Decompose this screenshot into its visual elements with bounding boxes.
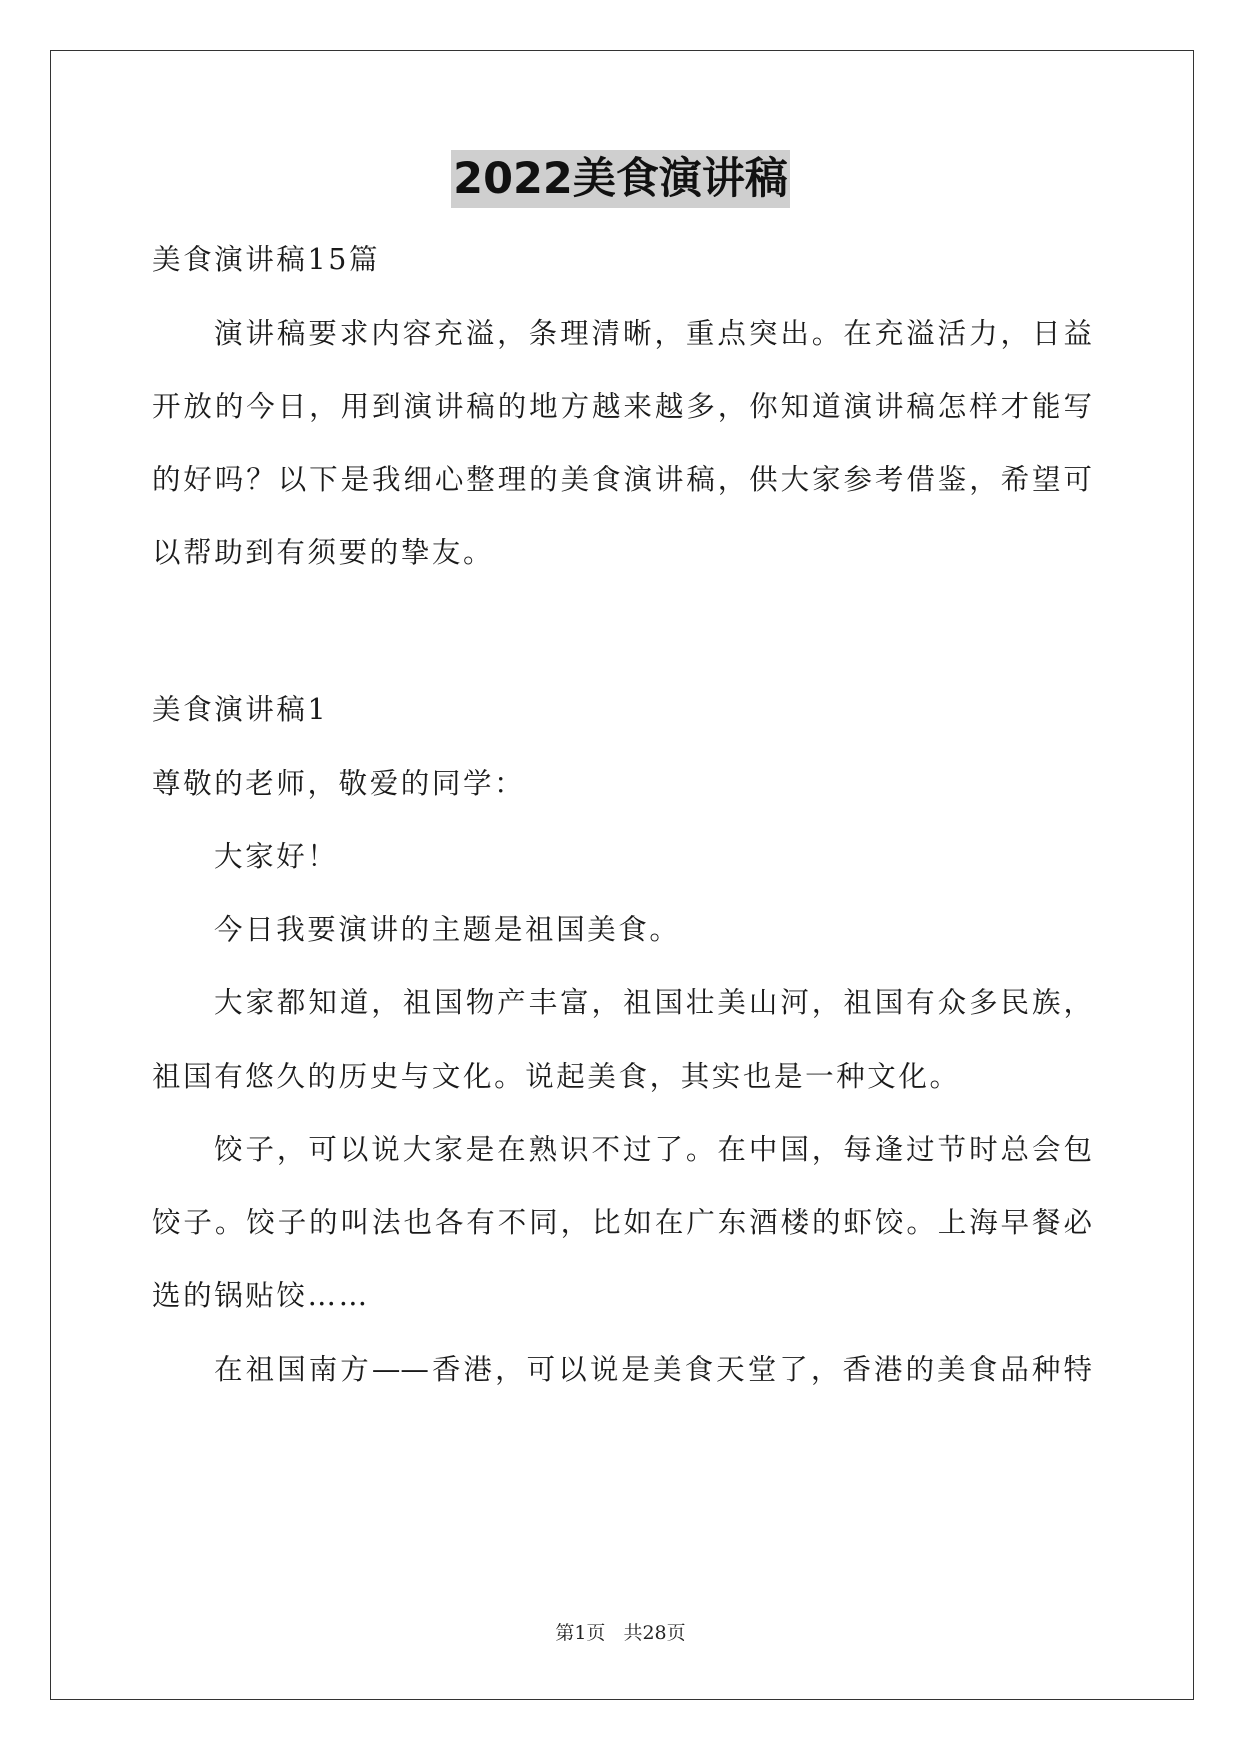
paragraph-line: 在祖国南方——香港，可以说是美食天堂了，香港的美食品种特 xyxy=(214,1353,1092,1386)
page-footer xyxy=(0,1618,1241,1645)
title-container xyxy=(0,150,1241,208)
document-title: 2022美食演讲稿 xyxy=(451,150,790,208)
section-heading: 美食演讲稿1 xyxy=(152,693,329,726)
paragraph-line: 选的锅贴饺…… xyxy=(152,1279,370,1312)
paragraph-line: 演讲稿要求内容充溢，条理清晰，重点突出。在充溢活力，日益 xyxy=(214,317,1092,350)
paragraph-line: 开放的今日，用到演讲稿的地方越来越多，你知道演讲稿怎样才能写 xyxy=(152,390,1092,423)
paragraph-line: 祖国有悠久的历史与文化。说起美食，其实也是一种文化。 xyxy=(152,1060,961,1093)
page-number: 第1页 xyxy=(555,1622,606,1644)
subtitle-line: 美食演讲稿15篇 xyxy=(152,243,381,276)
paragraph-line: 大家都知道，祖国物产丰富，祖国壮美山河，祖国有众多民族， xyxy=(214,986,1092,1019)
paragraph-line: 今日我要演讲的主题是祖国美食。 xyxy=(214,913,681,946)
paragraph-line: 饺子，可以说大家是在熟识不过了。在中国，每逢过节时总会包 xyxy=(214,1133,1092,1166)
paragraph-line: 的好吗？以下是我细心整理的美食演讲稿，供大家参考借鉴，希望可 xyxy=(152,463,1092,496)
paragraph-line: 大家好！ xyxy=(214,840,339,873)
salutation-line: 尊敬的老师，敬爱的同学： xyxy=(152,767,526,800)
page-total: 共28页 xyxy=(623,1622,686,1644)
paragraph-line: 以帮助到有须要的挚友。 xyxy=(152,536,495,569)
paragraph-line: 饺子。饺子的叫法也各有不同，比如在广东酒楼的虾饺。上海早餐必 xyxy=(152,1206,1092,1239)
